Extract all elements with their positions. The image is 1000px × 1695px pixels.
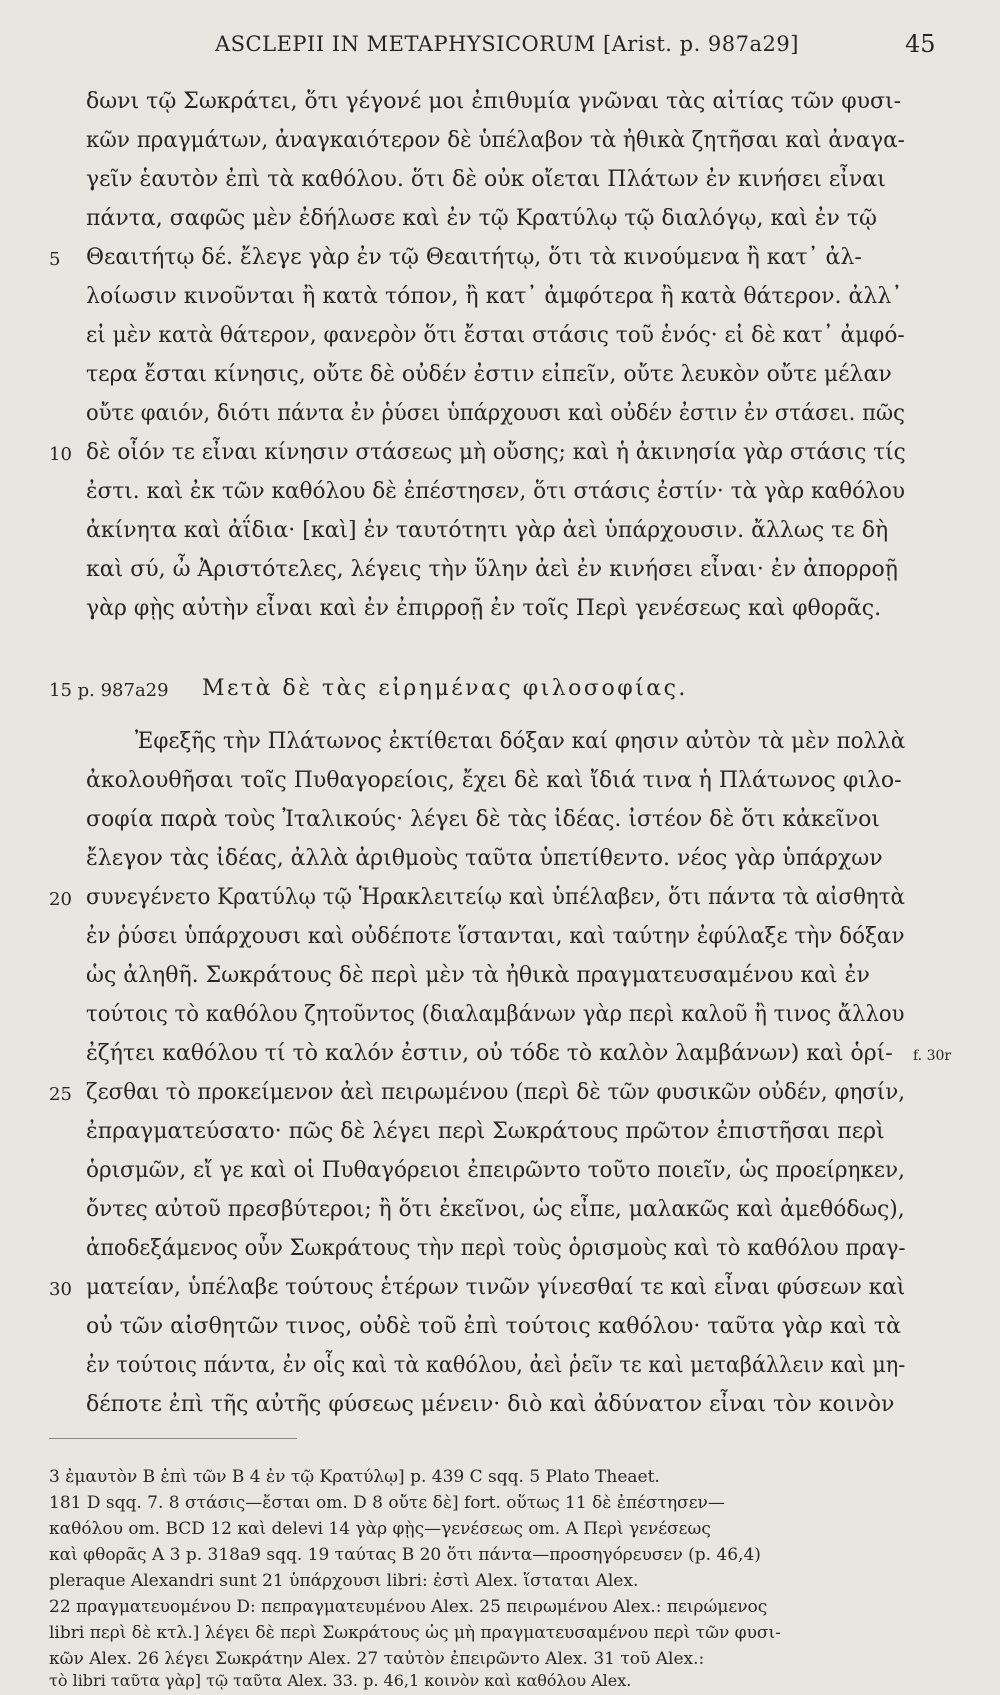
footnote-rule (49, 1438, 297, 1439)
text-line: ματείαν, ὑπέλαβε τούτους ἑτέρων τινῶν γίνεσθαί τε καὶ εἶναι φύσεων καὶ (86, 1275, 906, 1300)
text-line: ἔλεγον τὰς ἰδέας, ἀλλὰ ἀριθμοὺς ταῦτα ὑπετίθεντο. νέος γὰρ ὑπάρχων (86, 846, 883, 871)
text-line: κῶν πραγμάτων, ἀναγκαιότερον δὲ ὑπέλαβον τὰ ἠθικὰ ζητῆσαι καὶ ἀναγα- (86, 128, 905, 153)
text-line: ἐπραγματεύσατο· πῶς δὲ λέγει περὶ Σωκράτους πρῶτον ἐπιστῆσαι περὶ (86, 1119, 885, 1144)
footnote-line: καθόλου om. BCD 12 καὶ delevi 14 γὰρ φῂς—γενέσεως om. A Περὶ γενέσεως (49, 1519, 711, 1539)
text-line: πάντα, σαφῶς μὲν ἐδήλωσε καὶ ἐν τῷ Κρατύλῳ τῷ διαλόγῳ, καὶ ἐν τῷ (86, 206, 877, 231)
line-number: 10 (49, 444, 72, 465)
footnote-line: 3 ἐμαυτὸν B ἐπὶ τῶν B 4 ἐν τῷ Κρατύλῳ] p. 439 C sqq. 5 Plato Theaet. (49, 1467, 660, 1487)
page-number: 45 (905, 30, 936, 58)
text-line: τούτοις τὸ καθόλου ζητοῦντος (διαλαμβάνων γὰρ περὶ καλοῦ ἢ τινος ἄλλου (86, 1002, 905, 1027)
folio-margin-note: f. 30r (913, 1048, 952, 1064)
footnote-line: pleraque Alexandri sunt 21 ὑπάρχουσι libri: ἐστὶ Alex. ἵσταται Alex. (49, 1571, 639, 1591)
line-number: 25 (49, 1084, 72, 1105)
text-line: ἀποδεξάμενος οὖν Σωκράτους τὴν περὶ τοὺς ὁρισμοὺς καὶ τὸ καθόλου πραγ- (86, 1236, 906, 1261)
line-number: 30 (49, 1279, 72, 1300)
line-number: 20 (49, 889, 72, 910)
footnote-line: 181 D sqq. 7. 8 στάσις—ἔσται om. D 8 οὔτε δὲ] fort. οὕτως 11 δὲ ἐπέστησεν— (49, 1493, 725, 1513)
footnote-line: libri περὶ δὲ κτλ.] λέγει δὲ περὶ Σωκράτους ὡς μὴ πραγματευσαμένου περὶ τῶν φυσι- (49, 1623, 781, 1643)
text-line: εἰ μὲν κατὰ θάτερον, φανερὸν ὅτι ἔσται στάσις τοῦ ἑνός· εἰ δὲ κατ᾿ ἀμφό- (86, 323, 905, 348)
text-line: σοφία παρὰ τοὺς Ἰταλικούς· λέγει δὲ τὰς ἰδέας. ἰστέον δὲ ὅτι κἀκεῖνοι (86, 807, 880, 832)
footnote-line: καὶ φθορᾶς A 3 p. 318a9 sqq. 19 ταύτας B 20 ὅτι πάντα—προσηγόρευσεν (p. 46,4) (49, 1545, 761, 1565)
lemma-heading: Μετὰ δὲ τὰς εἰρημένας φιλοσοφίας. (202, 676, 688, 701)
text-line: γὰρ φῂς αὐτὴν εἶναι καὶ ἐν ἐπιρροῇ ἐν τοῖς Περὶ γενέσεως καὶ φθορᾶς. (86, 596, 882, 621)
text-line: ἐν ῥύσει ὑπάρχουσι καὶ οὐδέποτε ἵστανται, καὶ ταύτην ἐφύλαξε τὴν δόξαν (86, 924, 905, 949)
text-line: ζεσθαι τὸ προκείμενον ἀεὶ πειρωμένου (περὶ δὲ τῶν φυσικῶν οὐδέν, φησίν, (86, 1080, 906, 1105)
text-line: δωνι τῷ Σωκράτει, ὅτι γέγονέ μοι ἐπιθυμία γνῶναι τὰς αἰτίας τῶν φυσι- (86, 89, 902, 114)
text-line: Ἐφεξῆς τὴν Πλάτωνος ἐκτίθεται δόξαν καί φησιν αὐτὸν τὰ μὲν πολλὰ (135, 729, 906, 754)
text-line: δέποτε ἐπὶ τῆς αὐτῆς φύσεως μένειν· διὸ καὶ ἀδύνατον εἶναι τὸν κοινὸν (86, 1392, 895, 1417)
footnote-line: τὸ libri ταῦτα γὰρ] τῷ ταῦτα Alex. 33. p. 46,1 κοινὸν καὶ καθόλου Alex. (49, 1671, 632, 1690)
text-line: γεῖν ἑαυτὸν ἐπὶ τὰ καθόλου. ὅτι δὲ οὐκ οἴεται Πλάτων ἐν κινήσει εἶναι (86, 167, 886, 192)
text-line: οὔτε φαιόν, διότι πάντα ἐν ῥύσει ὑπάρχουσι καὶ οὐδέν ἐστιν ἐν στάσει. πῶς (86, 401, 905, 426)
line-number: 5 (49, 249, 61, 270)
text-line: τερα ἔσται κίνησις, οὔτε δὲ οὐδέν ἐστιν εἰπεῖν, οὔτε λευκὸν οὔτε μέλαν (86, 362, 892, 387)
text-line: ἐζήτει καθόλου τί τὸ καλόν ἐστιν, οὐ τόδε τὸ καλὸν λαμβάνων) καὶ ὁρί- (86, 1041, 893, 1066)
text-line: ἀκίνητα καὶ ἀΐδια· [καὶ] ἐν ταυτότητι γὰρ ἀεὶ ὑπάρχουσιν. ἄλλως τε δὴ (86, 518, 889, 543)
text-line: ὡς ἀληθῆ. Σωκράτους δὲ περὶ μὲν τὰ ἠθικὰ πραγματευσαμένου καὶ ἐν (86, 963, 870, 988)
text-line: Θεαιτήτῳ δέ. ἔλεγε γὰρ ἐν τῷ Θεαιτήτῳ, ὅτι τὰ κινούμενα ἢ κατ᾿ ἀλ- (86, 245, 862, 270)
running-title: ASCLEPII IN METAPHYSICORUM [Arist. p. 987a29] (215, 32, 799, 56)
footnote-line: κῶν Alex. 26 λέγει Σωκράτην Alex. 27 ταὐτὸν ἐπειρῶντο Alex. 31 τοῦ Alex.: (49, 1649, 705, 1669)
footnote-line: 22 πραγματευομένου D: πεπραγματευμένου Alex. 25 πειρωμένου Alex.: πειρώμενος (49, 1597, 768, 1617)
running-header (0, 26, 1000, 66)
text-line: καὶ σύ, ὦ Ἀριστότελες, λέγεις τὴν ὕλην ἀεὶ ἐν κινήσει εἶναι· ἐν ἀπορροῇ (86, 557, 898, 582)
text-line: συνεγένετο Κρατύλῳ τῷ Ἡρακλειτείῳ καὶ ὑπέλαβεν, ὅτι πάντα τὰ αἰσθητὰ (86, 885, 905, 910)
text-line: ὁρισμῶν, εἴ γε καὶ οἱ Πυθαγόρειοι ἐπειρῶντο τοῦτο ποιεῖν, ὡς προείρηκεν, (86, 1158, 905, 1183)
text-line: ἐστι. καὶ ἐκ τῶν καθόλου δὲ ἐπέστησεν, ὅτι στάσις ἐστίν· τὰ γὰρ καθόλου (86, 479, 905, 504)
text-line: δὲ οἷόν τε εἶναι κίνησιν στάσεως μὴ οὔσης; καὶ ἡ ἀκινησία γὰρ στάσις τίς (86, 440, 906, 465)
text-line: οὐ τῶν αἰσθητῶν τινος, οὐδὲ τοῦ ἐπὶ τούτοις καθόλου· ταῦτα γὰρ καὶ τὰ (86, 1314, 901, 1339)
lemma-reference: 15 p. 987a29 (49, 680, 169, 701)
text-line: λοίωσιν κινοῦνται ἢ κατὰ τόπον, ἢ κατ᾿ ἀμφότερα ἢ κατὰ θάτερον. ἀλλ᾿ (86, 284, 903, 309)
text-line: ἀκολουθῆσαι τοῖς Πυθαγορείοις, ἔχει δὲ καὶ ἴδιά τινα ἡ Πλάτωνος φιλο- (86, 768, 902, 793)
text-line: ὄντες αὐτοῦ πρεσβύτεροι; ἢ ὅτι ἐκεῖνοι, ὡς εἶπε, μαλακῶς καὶ ἀμεθόδως), (86, 1197, 905, 1222)
text-line: ἐν τούτοις πάντα, ἐν οἷς καὶ τὰ καθόλου, ἀεὶ ῥεῖν τε καὶ μεταβάλλειν καὶ μη- (86, 1353, 906, 1378)
